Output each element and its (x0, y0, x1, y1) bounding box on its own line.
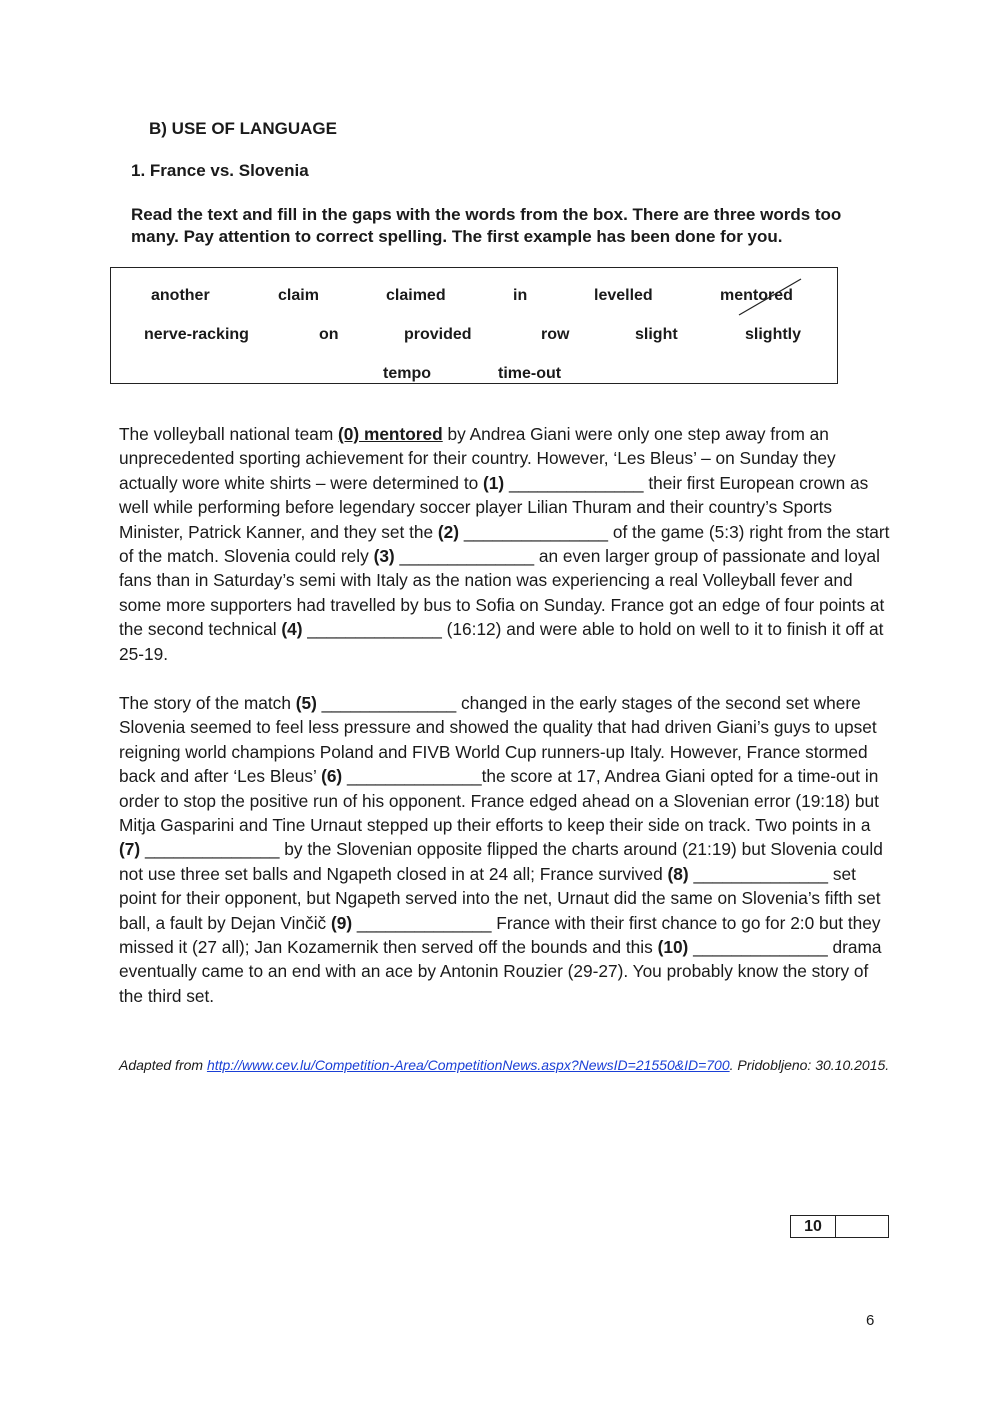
source-link[interactable]: http://www.cev.lu/Competition-Area/CompetitionNews.aspx?NewsID=21550&ID=700 (206, 1057, 730, 1073)
score-entry-field[interactable] (836, 1216, 888, 1237)
paragraph-2: The story of the match (5) ______________ changed in the early stages of the second set where Slovenia seemed to feel less pressure and showed the quality that had driven Giani’s guys to upset reigning world champions Poland and FIVB World Cup runners-up Italy. However, France stormed back and after ‘Les Bleus’ (6) ______________the score at 17, Andrea Giani opted for a time-out in order to stop the positive run of his opponent. France edged ahead on a Slovenian error (19:18) but Mitja Gasparini and Tine Urnaut stepped up their efforts to keep their side on track. Two points in a (7) ______________ by the Slovenian opposite flipped the charts around (21:19) but Slovenia could not use three set balls and Ngapeth closed in at 24 all; France survived (8) ______________ set point for their opponent, but Ngapeth served into the net, Urnaut did the same on Slovenia’s fifth set ball, a fault by Dejan Vinčič (9) ______________ France with their first chance to go for 2:0 but they missed it (27 all); Jan Kozamernik then served off the bounds and this (10) ______________ drama eventually came to an end with an ace by Antonin Rouzier (29-27). You probably know the story of the third set. (119, 693, 883, 1006)
gap-7: (7) ______________ (119, 839, 280, 860)
word-slightly: slightly (745, 326, 802, 343)
score-box (790, 1215, 889, 1238)
score-max-points: 10 (791, 1216, 836, 1237)
source-citation: Adapted from http://www.cev.lu/Competition-Area/CompetitionNews.aspx?NewsID=21550&ID=700. Pridobljeno: 30.10.2015. (119, 1057, 890, 1073)
word-levelled: levelled (594, 287, 653, 304)
word-provided: provided (404, 326, 472, 343)
word-on: on (319, 326, 339, 343)
gap-10: (10) ______________ (657, 937, 828, 958)
gap-8: (8) ______________ (667, 863, 829, 884)
gap-5: (5) ______________ (295, 693, 457, 713)
task-title: 1. France vs. Slovenia (131, 161, 309, 180)
word-slight: slight (635, 326, 678, 343)
word-in: in (513, 287, 528, 304)
gap-4[interactable]: ______________ (307, 619, 442, 640)
page-number: 6 (866, 1312, 875, 1329)
section-title: B) USE OF LANGUAGE (149, 119, 337, 138)
word-nerve-racking: nerve-racking (144, 326, 249, 343)
word-tempo: tempo (383, 365, 431, 382)
word-claim: claim (278, 287, 319, 304)
word-row: row (541, 326, 570, 343)
word-mentored: mentored (720, 287, 793, 304)
word-another: another (151, 287, 210, 304)
paragraph-1: The volleyball national team (0) mentored by Andrea Giani were only one step away from an unprecedented sporting achievement for their country. However, ‘Les Bleus’ – on Sunday they actually wore white shirts – were determined to (1) ______________ their first European crown as well while performing before legendary soccer player Lilian Thuram and their country’s Sports Minister, Patrick Kanner, and they set the (2) _______________ of the game (5:3) right from the start of the match. Slovenia could rely (3) ______________ an even larger group of passionate and loyal fans than in Saturday’s semi with Italy as the nation was experiencing a real Volleyball fever and some more supporters had travelled by bus to Sofia on Sunday. France got an edge of four points at the second technical (4) ______________ (16:12) and were able to hold on well to it to finish it off at 25-19. (119, 424, 890, 664)
example-answer: (0) mentored (338, 424, 443, 444)
word-claimed: claimed (386, 287, 446, 304)
gap-4-number: (4) (281, 619, 303, 640)
gap-2: (2) _______________ (437, 521, 609, 542)
gap-3: (3) ______________ (373, 546, 535, 567)
word-time-out: time-out (498, 365, 562, 382)
task-instructions: Read the text and fill in the gaps with the words from the box. There are three words too many. Pay attention to correct spelling. The first example has been done for you. (131, 205, 842, 246)
strike-through-mark (737, 277, 805, 317)
gap-6: (6) ______________ (321, 766, 482, 787)
gap-1: (1) ______________ (483, 472, 644, 493)
gap-9: (9) ______________ (330, 912, 492, 933)
